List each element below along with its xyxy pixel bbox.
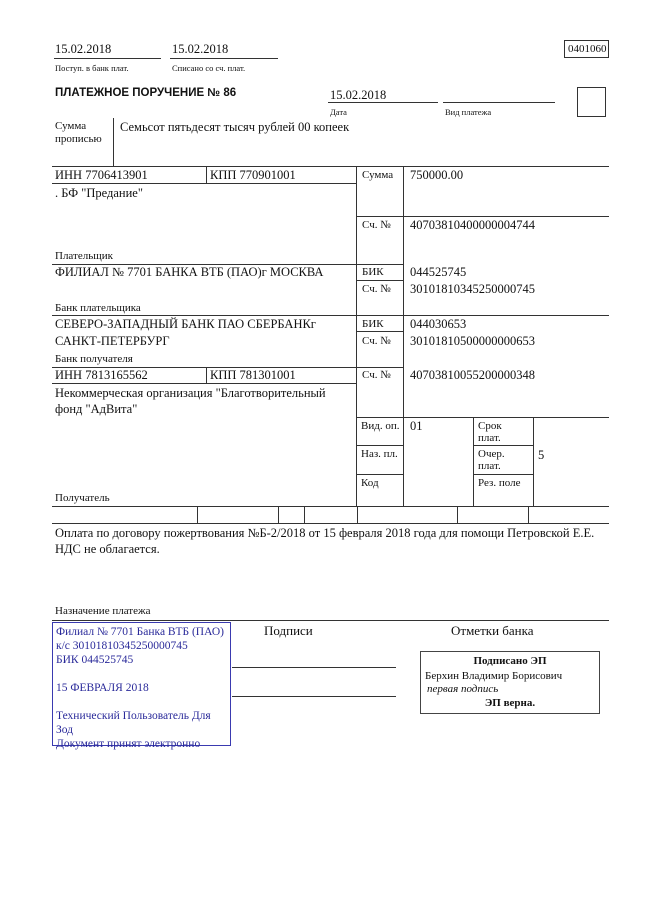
priority-value: 5 [538, 448, 545, 462]
tax-cell-divider-2 [278, 506, 279, 523]
details-row-2-left [356, 445, 404, 446]
due-label-2: плат. [478, 432, 501, 444]
details-row-2-right [473, 445, 533, 446]
payee-account: 40703810055200000348 [410, 368, 535, 382]
amount-words-divider [113, 118, 114, 166]
payer-inn-kpp-divider [206, 166, 207, 183]
bank-stamp-line [56, 667, 224, 681]
payer-name: . БФ "Предание" [55, 186, 143, 200]
payer-inn-line [52, 183, 356, 184]
payer-bank-account-label: Сч. № [362, 283, 391, 295]
amount-words-label-1: Сумма [55, 120, 87, 132]
bank-stamp-line [56, 695, 224, 709]
payer-label: Плательщик [55, 250, 113, 262]
e-signature-box [420, 651, 600, 714]
tax-row-top [52, 506, 609, 507]
document-date-line [328, 102, 438, 103]
purpose-line-2: НДС не облагается. [55, 542, 160, 556]
bank-marks-label: Отметки банка [451, 623, 534, 638]
payee-bank-bik-line [356, 331, 404, 332]
priority-label-1: Очер. [478, 448, 505, 460]
payee-account-label: Сч. № [362, 369, 391, 381]
op-type: 01 [410, 419, 423, 433]
document-title: ПЛАТЕЖНОЕ ПОРУЧЕНИЕ № 86 [55, 87, 237, 99]
bank-stamp [52, 622, 231, 750]
e-signature-status: ЭП верна. [484, 697, 536, 709]
payee-bank-bik: 044030653 [410, 317, 467, 331]
debited-date: 15.02.2018 [172, 42, 229, 56]
purpose-code-label: Наз. пл. [361, 448, 398, 460]
payer-account: 40703810400000004744 [410, 218, 535, 232]
payee-bank-account: 30101810500000000653 [410, 334, 535, 348]
payer-bank-bik-label: БИК [362, 266, 384, 278]
tax-cell-divider-6 [528, 506, 529, 523]
payee-bank-line [52, 315, 609, 316]
received-date-line [54, 58, 161, 59]
payer-kpp: КПП 770901001 [210, 168, 296, 182]
details-row-3-left [356, 474, 404, 475]
details-col-4 [533, 417, 534, 506]
payer-bank-bik-line [356, 280, 404, 281]
priority-label-2: плат. [478, 460, 501, 472]
payment-type-label: Вид платежа [445, 107, 492, 117]
payee-inn-line [52, 383, 356, 384]
document-date-label: Дата [330, 107, 347, 117]
bank-stamp-line: Зод [56, 724, 74, 736]
status-box [577, 87, 606, 117]
grid-label-col-left [356, 166, 357, 506]
received-label: Поступ. в банк плат. [55, 63, 129, 73]
code-label: Код [361, 477, 379, 489]
tax-cell-divider-5 [457, 506, 458, 523]
form-code: 0401060 [568, 43, 607, 55]
purpose-line-1: Оплата по договору пожертвования №Б-2/2018 от 15 февраля 2018 года для помощи Петровской Е.Е. [55, 526, 595, 540]
op-type-label: Вид. оп. [361, 420, 400, 432]
document-date: 15.02.2018 [330, 88, 387, 102]
debited-label: Списано со сч. плат. [172, 63, 246, 73]
signature-line-1 [232, 667, 396, 668]
bank-stamp-line: 15 ФЕВРАЛЯ 2018 [56, 682, 149, 694]
payee-bank-name-2: САНКТ-ПЕТЕРБУРГ [55, 334, 170, 348]
bank-stamp-line: Технический Пользователь Для [56, 710, 211, 722]
bank-stamp-line: Документ принят электронно [56, 738, 201, 750]
bank-stamp-line: БИК 044525745 [56, 654, 134, 666]
payee-name-1: Некоммерческая организация "Благотворительный [55, 386, 326, 400]
tax-cell-divider-1 [197, 506, 198, 523]
payee-inn-kpp-divider [206, 367, 207, 383]
reserve-label: Рез. поле [478, 477, 521, 489]
payee-bank-bik-label: БИК [362, 318, 384, 330]
e-signature-role: первая подпись [427, 683, 499, 695]
amount-words-value: Семьсот пятьдесят тысяч рублей 00 копеек [120, 120, 350, 134]
sum-label: Сумма [362, 169, 394, 181]
bank-stamp-line: к/с 30101810345250000745 [56, 640, 188, 652]
details-col-3 [473, 417, 474, 506]
payer-inn: ИНН 7706413901 [55, 168, 148, 182]
signature-line-2 [232, 696, 396, 697]
payee-label: Получатель [55, 492, 110, 504]
received-date: 15.02.2018 [55, 42, 112, 56]
details-top-line [356, 417, 609, 418]
tax-cell-divider-3 [304, 506, 305, 523]
e-signature-title: Подписано ЭП [473, 655, 547, 667]
payer-account-label: Сч. № [362, 219, 391, 231]
bank-stamp-lines [56, 625, 224, 751]
payer-bank-label: Банк плательщика [55, 302, 141, 314]
e-signature-signer: Берхин Владимир Борисович [425, 670, 563, 682]
sum-account-line [356, 216, 609, 217]
purpose-label: Назначение платежа [55, 605, 151, 617]
payee-bank-name-1: СЕВЕРО-ЗАПАДНЫЙ БАНК ПАО СБЕРБАНКг [55, 317, 316, 331]
payee-bank-account-label: Сч. № [362, 335, 391, 347]
payee-kpp: КПП 781301001 [210, 368, 296, 382]
grid-label-col-right [403, 166, 404, 506]
payer-bank-bik: 044525745 [410, 265, 467, 279]
amount-words-label-2: прописью [55, 133, 102, 145]
grid-line-top [52, 166, 609, 167]
tax-row-bottom [52, 523, 609, 524]
details-row-3-right [473, 474, 533, 475]
payment-type-line [443, 102, 555, 103]
payee-name-2: фонд "АдВита" [55, 402, 138, 416]
signatures-label: Подписи [264, 623, 313, 638]
payee-bank-label: Банк получателя [55, 353, 133, 365]
sum-value: 750000.00 [410, 168, 464, 182]
payee-inn: ИНН 7813165562 [55, 368, 148, 382]
purpose-bottom-line [52, 620, 609, 621]
payer-bank-account: 30101810345250000745 [410, 282, 535, 296]
form-code-box [564, 40, 609, 58]
due-label-1: Срок [478, 420, 502, 432]
debited-date-line [170, 58, 278, 59]
bank-stamp-line: Филиал № 7701 Банка ВТБ (ПАО) [56, 626, 224, 638]
payer-bank-name: ФИЛИАЛ № 7701 БАНКА ВТБ (ПАО)г МОСКВА [55, 265, 324, 279]
tax-cell-divider-4 [357, 506, 358, 523]
